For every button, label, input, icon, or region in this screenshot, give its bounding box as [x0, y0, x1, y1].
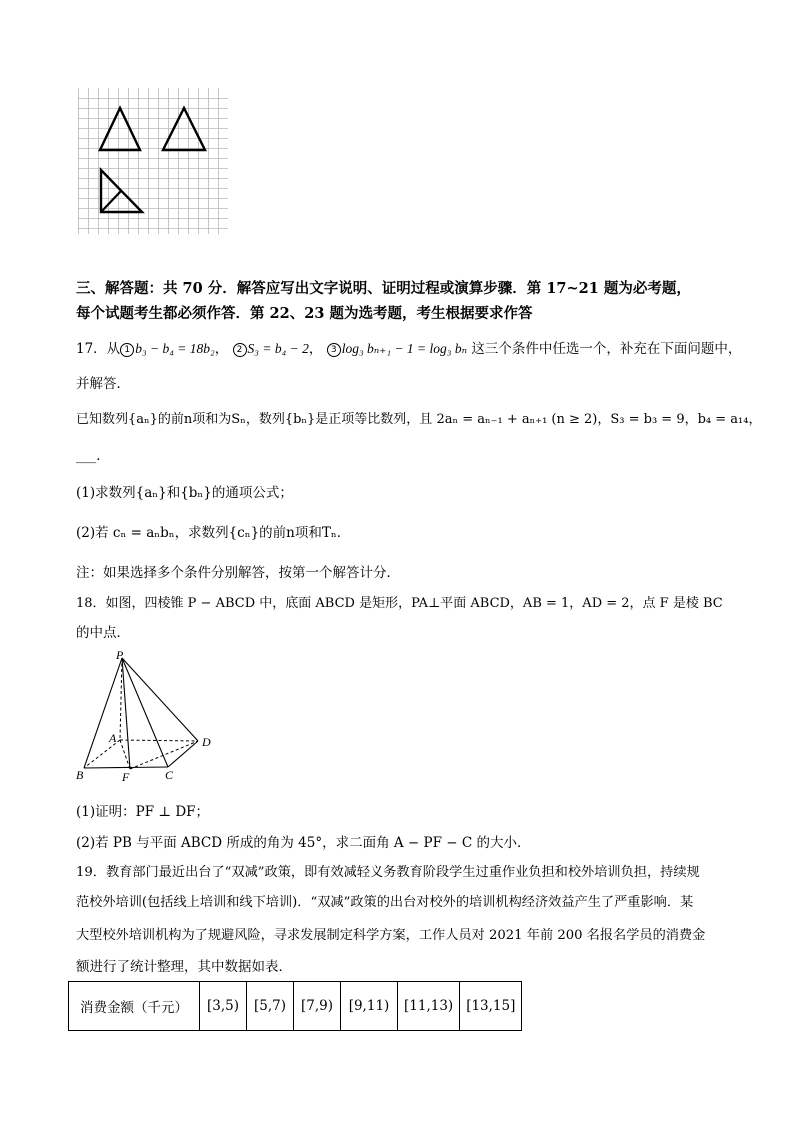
q17-stem-line-2: 并解答． [76, 376, 130, 392]
condition-3: log₃ bₙ₊₁ − 1 = log₃ bₙ [341, 341, 468, 356]
q19-stem-line-4: 额进行了统计整理，其中数据如表． [76, 959, 292, 975]
q17-grading-note: 注：如果选择多个条件分别解答，按第一个解答计分． [76, 565, 400, 581]
vertex-label-b: B [76, 768, 84, 782]
section-heading-line-1: 三、解答题：共 70 分．解答应写出文字说明、证明过程或演算步骤．第 17~21 题为必考题， [76, 280, 691, 297]
table-cell: [11,13) [398, 982, 460, 1031]
q18-stem-line-1: 18．如图，四棱锥 P − ABCD 中，底面 ABCD 是矩形，PA⊥平面 ABCD，AB = 1，AD = 2，点 F 是棱 BC [76, 596, 723, 611]
vertex-label-p: P [116, 648, 124, 662]
option-3-marker: 3 [327, 343, 341, 357]
q17-lead-tail: 这三个条件中任选一个，补充在下面问题中， [471, 341, 742, 357]
table-row [69, 982, 522, 1031]
option-2-marker: 2 [233, 343, 247, 357]
table-cell: [5,7) [247, 982, 294, 1031]
q19-stem-line-1: 19．教育部门最近出台了“双减”政策，即有效减轻义务教育阶段学生过重作业负担和校外培训负担，持续规 [76, 865, 700, 880]
vertex-label-d: D [202, 735, 211, 749]
table-cell: [13,15] [460, 982, 522, 1031]
condition-1: b₃ − b₄ = 18b₂ [135, 341, 215, 356]
consumption-amount-table [68, 981, 522, 1031]
condition-2: S₃ = b₄ − 2 [247, 341, 309, 356]
q18-part-1: (1)证明：PF ⊥ DF； [76, 804, 210, 820]
q17-stem-line-1: 17．从 1 b₃ − b₄ = 18b₂， 2 S₃ = b₄ − 2， 3 log₃ bₙ₊₁ − 1 = log₃ bₙ 这三个条件中任选一个，补充在下面问题中， [76, 341, 742, 357]
table-cell: [7,9) [294, 982, 341, 1031]
q17-part-1: (1)求数列{aₙ}和{bₙ}的通项公式； [76, 485, 293, 501]
front-view-triangle [100, 108, 140, 150]
q19-stem-line-2: 范校外培训(包括线上培训和线下培训)．“双减”政策的出台对校外的培训机构经济效益产生了严重影响．某 [76, 895, 694, 910]
option-1-marker: 1 [120, 343, 134, 357]
table-cell: [3,5) [200, 982, 247, 1031]
q18-part-2: (2)若 PB 与平面 ABCD 所成的角为 45°，求二面角 A − PF − C 的大小． [76, 835, 531, 851]
table-header-cell: 消费金额（千元） [69, 982, 200, 1031]
q17-given-conditions: 已知数列{aₙ}的前n项和为Sₙ，数列{bₙ}是正项等比数列，且 2aₙ = aₙ₋₁ + aₙ₊₁ (n ≥ 2)，S₃ = b₃ = 9，b₄ = a₁₄， [76, 412, 762, 427]
vertex-label-f: F [122, 770, 130, 784]
pyramid-figure [74, 648, 220, 784]
q17-lead: 17．从 [76, 341, 121, 357]
q18-stem-line-2: 的中点． [76, 625, 130, 641]
q19-stem-line-3: 大型校外培训机构为了规避风险，寻求发展制定科学方案，工作人员对 2021 年前 200 名报名学员的消费金 [76, 928, 706, 943]
table-cell: [9,11) [341, 982, 398, 1031]
section-heading-line-2: 每个试题考生都必须作答．第 22、23 题为选考题，考生根据要求作答 [76, 305, 533, 322]
q17-answer-blank: ___． [76, 448, 110, 464]
q17-part-2: (2)若 cₙ = aₙbₙ，求数列{cₙ}的前n项和Tₙ． [76, 525, 351, 541]
vertex-label-a: A [109, 731, 117, 745]
vertex-label-c: C [165, 768, 174, 782]
three-view-grid-figure [78, 88, 228, 234]
